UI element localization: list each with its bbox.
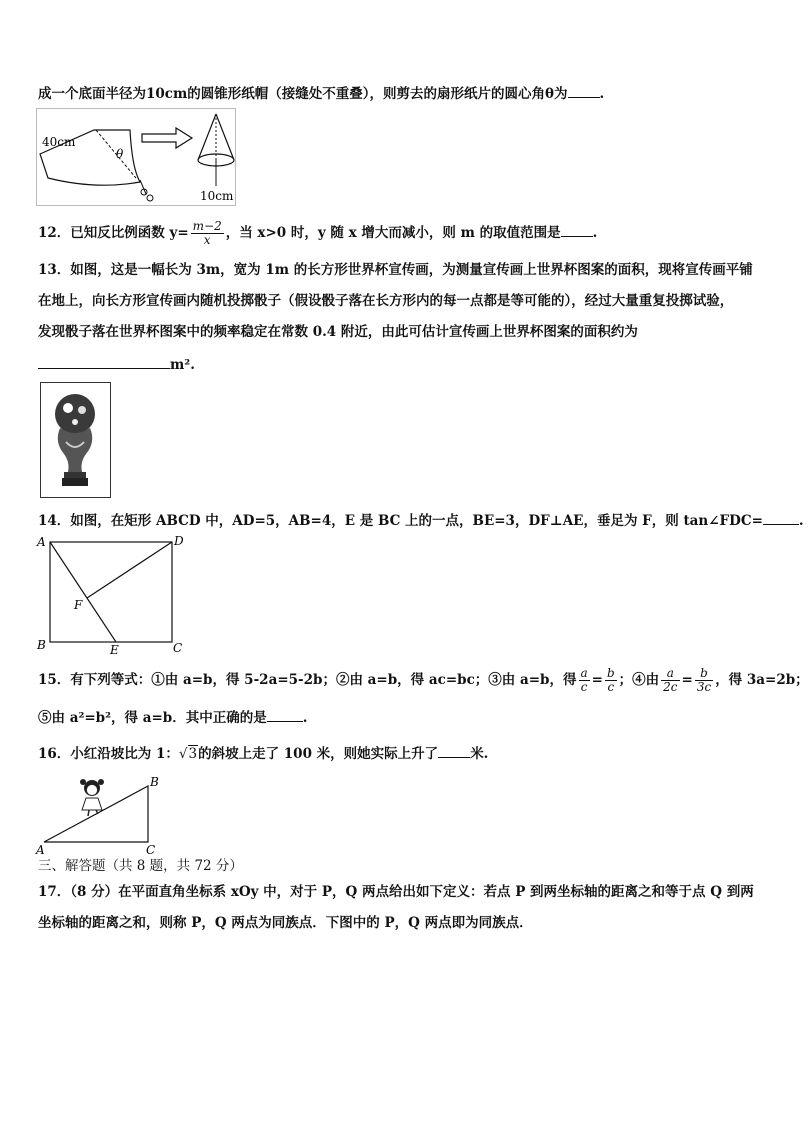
section-heading: 三、解答题（共 8 题，共 72 分） (38, 858, 243, 874)
answer-blank[interactable] (267, 707, 303, 722)
base-radius-label: 10cm (200, 189, 234, 203)
label-c: C (146, 843, 156, 857)
scissors-icon (140, 180, 153, 201)
label-b: B (37, 638, 46, 652)
label-f: F (74, 598, 83, 612)
q14-line: 14．如图，在矩形 ABCD 中，AD=5，AB=4，E 是 BC 上的一点，BE=3，DF⊥AE，垂足为 F，则 tan∠FDC= . (38, 510, 804, 530)
q16-figure (34, 774, 164, 856)
fraction: $\frac{m-2}{x}$ (192, 219, 222, 247)
world-cup-trophy-image (40, 382, 111, 498)
q13-line-4: m². (38, 354, 195, 374)
q12-line: 12．已知反比例函数 y= $\frac{m-2}{x}$ ，当 x>0 时，y 随 x 增大而减小，则 m 的取值范围是 . (38, 219, 598, 247)
q15-line-2: ⑤由 a²=b²，得 a=b．其中正确的是 . (38, 707, 307, 727)
fraction: $\frac{b}{c}$ (606, 666, 615, 694)
q11-figure (36, 108, 236, 206)
q11-line: 成一个底面半径为10cm的圆锥形纸帽（接缝处不重叠），则剪去的扇形纸片的圆心角θ为 . (38, 83, 604, 103)
q13-line-3: 发现骰子落在世界杯图案中的频率稳定在常数 0.4 附近，由此可估计宣传画上世界杯图案的面积约为 (38, 324, 638, 340)
answer-blank[interactable] (438, 743, 470, 758)
label-a: A (36, 843, 45, 857)
label-e: E (110, 643, 119, 657)
answer-blank[interactable] (568, 83, 600, 98)
q16-line: 16．小红沿坡比为 1：√3的斜坡上走了 100 米，则她实际上升了 米. (38, 743, 488, 763)
q17-line-2: 坐标轴的距离之和，则称 P，Q 两点为同族点．下图中的 P，Q 两点即为同族点． (38, 915, 533, 931)
rectangle-abcd (50, 542, 172, 642)
answer-blank[interactable] (763, 510, 799, 525)
fraction: $\frac{b}{3c}$ (696, 666, 712, 694)
q17-line-1: 17．（8 分）在平面直角坐标系 xOy 中，对于 P，Q 两点给出如下定义：若点 P 到两坐标轴的距离之和等于点 Q 到两 (38, 884, 754, 900)
fraction: $\frac{a}{2c}$ (663, 666, 678, 694)
theta-label: θ (116, 147, 124, 161)
segment-ae (50, 542, 116, 642)
radius-label: 40cm (42, 135, 76, 149)
label-c: C (173, 641, 183, 655)
segment-df (87, 542, 172, 598)
fraction: $\frac{a}{c}$ (580, 666, 588, 694)
label-a: A (37, 535, 46, 549)
label-d: D (174, 534, 184, 548)
q14-figure (34, 532, 194, 656)
label-b: B (150, 775, 159, 789)
q13-line-2: 在地上，向长方形宣传画内随机投掷骰子（假设骰子落在长方形内的每一点都是等可能的），经过大量重复投掷试验， (38, 293, 734, 309)
q13-line-1: 13．如图，这是一幅长为 3m，宽为 1m 的长方形世界杯宣传画，为测量宣传画上世界杯图案的面积，现将宣传画平铺 (38, 262, 753, 278)
answer-blank[interactable] (561, 222, 593, 237)
q15-line-1: 15．有下列等式：①由 a=b，得 5-2a=5-2b；②由 a=b，得 ac=bc；③由 a=b，得 $\frac{a}{c}$ = $\frac{b}{c}$ ；④由 $\frac{a}{2c}$ = $\frac{b}{3c}$ ，得 3a=2b； (38, 666, 809, 694)
girl-icon (80, 779, 104, 816)
sqrt-expression: √3 (178, 746, 198, 762)
answer-blank[interactable] (38, 354, 170, 369)
arrow-icon (142, 128, 192, 148)
